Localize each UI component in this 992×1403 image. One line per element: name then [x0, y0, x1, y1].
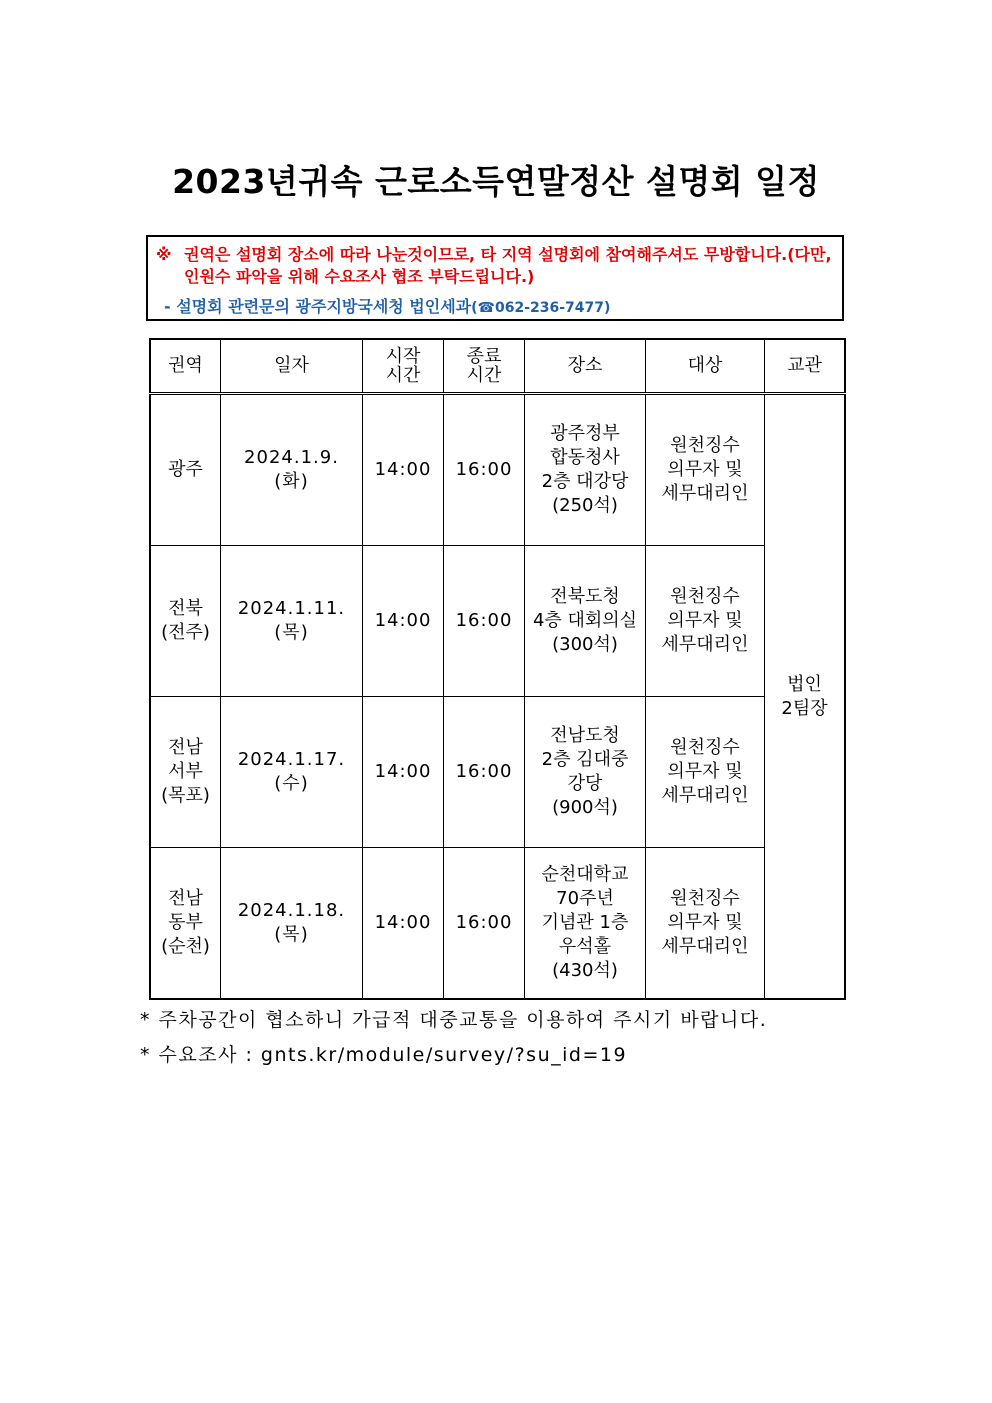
cell-target: 원천징수 의무자 및 세무대리인	[646, 697, 765, 848]
cell-area: 전북 (전주)	[150, 546, 221, 697]
cell-teacher: 법인 2팀장	[765, 394, 846, 1000]
cell-date: 2024.1.18. (목)	[221, 848, 363, 1000]
header-place: 장소	[525, 339, 646, 394]
schedule-table	[149, 338, 846, 1000]
cell-start: 14:00	[363, 546, 444, 697]
cell-start: 14:00	[363, 848, 444, 1000]
table-row	[150, 697, 845, 848]
cell-start: 14:00	[363, 697, 444, 848]
cell-area: 전남 서부 (목포)	[150, 697, 221, 848]
contact-phone: (☎062-236-7477)	[471, 300, 611, 316]
notice-box	[146, 235, 844, 321]
header-teacher: 교관	[765, 339, 846, 394]
cell-date: 2024.1.17. (수)	[221, 697, 363, 848]
cell-date: 2024.1.11. (목)	[221, 546, 363, 697]
footnote-parking: * 주차공간이 협소하니 가급적 대중교통을 이용하여 주시기 바랍니다.	[140, 1009, 768, 1031]
table-header-row	[150, 339, 845, 394]
page-title: 2023년귀속 근로소득연말정산 설명회 일정	[172, 162, 820, 201]
header-area: 권역	[150, 339, 221, 394]
cell-start: 14:00	[363, 394, 444, 546]
table-row	[150, 394, 845, 546]
cell-place: 광주정부 합동청사 2층 대강당 (250석)	[525, 394, 646, 546]
cell-target: 원천징수 의무자 및 세무대리인	[646, 546, 765, 697]
header-target: 대상	[646, 339, 765, 394]
cell-place: 순천대학교 70주년 기념관 1층 우석홀 (430석)	[525, 848, 646, 1000]
table-row	[150, 546, 845, 697]
footnote-survey: * 수요조사 : gnts.kr/module/survey/?su_id=19	[140, 1044, 628, 1066]
table-row	[150, 848, 845, 1000]
cell-place: 전남도청 2층 김대중 강당 (900석)	[525, 697, 646, 848]
cell-end: 16:00	[444, 546, 525, 697]
cell-end: 16:00	[444, 394, 525, 546]
cell-area: 전남 동부 (순천)	[150, 848, 221, 1000]
notice-text: 권역은 설명회 장소에 따라 나눈것이므로, 타 지역 설명회에 참여해주셔도 무방합니다.(다만, 인원수 파악을 위해 수요조사 협조 부탁드립니다.)	[184, 245, 832, 286]
cell-date: 2024.1.9. (화)	[221, 394, 363, 546]
cell-area: 광주	[150, 394, 221, 546]
header-date: 일자	[221, 339, 363, 394]
header-start-time: 시작 시간	[363, 339, 444, 394]
header-end-time: 종료 시간	[444, 339, 525, 394]
cell-end: 16:00	[444, 848, 525, 1000]
notice-mark: ※	[156, 245, 172, 264]
cell-target: 원천징수 의무자 및 세무대리인	[646, 848, 765, 1000]
cell-target: 원천징수 의무자 및 세무대리인	[646, 394, 765, 546]
contact-line	[164, 297, 610, 318]
notice-line	[156, 244, 836, 288]
contact-text: - 설명회 관련문의 광주지방국세청 법인세과	[164, 297, 472, 316]
cell-end: 16:00	[444, 697, 525, 848]
cell-place: 전북도청 4층 대회의실 (300석)	[525, 546, 646, 697]
